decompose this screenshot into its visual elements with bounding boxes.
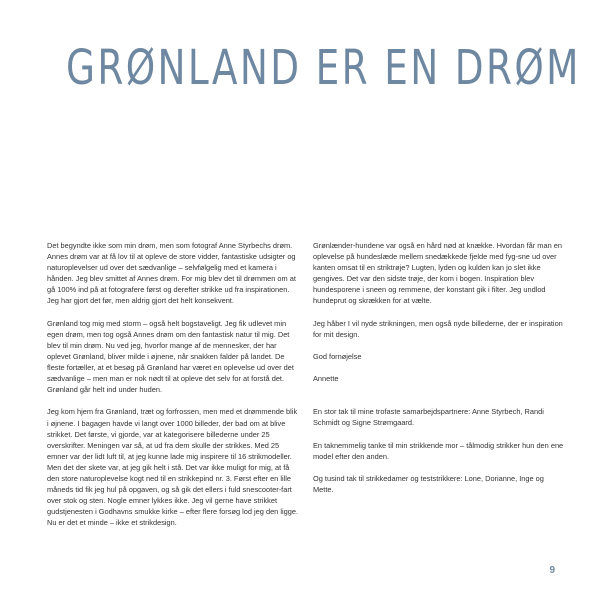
- paragraph: Nu er det et minde – ikke et strikdesign.: [47, 518, 177, 528]
- page-number: 9: [549, 565, 555, 576]
- author-signature: Annette: [313, 374, 339, 384]
- paragraph: Jeg håber I vil nyde strikningen, men også nyde billederne, der er inspiration for mit design.: [313, 318, 563, 339]
- paragraph: Jeg kom hjem fra Grønland, træt og forfrossen, men med et drømmende blik i øjnene. I bagagen havde vi langt over 1000 billeder, der bad om at blive strikket. Det første, vi gjorde, var at kategorisere billederne under 25 overskrifter. Meningen var så, at ud fra dem skulle der strikkes. Med 25 emner var der lidt luft til, at jeg kunne lade mig inspirere til 16 strikmodeller. Men det der skete var, at jeg gik helt i stå. Det var ikke muligt for mig, at få den store naturoplevelse kogt ned til en strikkepind nr. 3. Først efter en lille måneds tid fik jeg hul på opgaven, og så gik det ellers i fuld snescooter-fart over stok og sten. Nogle emner lykkes ikke. Jeg vil gerne have strikket gudstjenesten i Godhavns smukke kirke – efter flere forsøg lod jeg den ligge.: [47, 407, 299, 517]
- paragraph: Det begyndte ikke som min drøm, men som fotograf Anne Styrbechs drøm. Annes drøm var at få lov til at opleve de store vidder, fantastiske udsigter og naturoplevelser ud over det sædvanlige – selvfølgelig med et kamera i hånden. Jeg blev smittet af Annes drøm. For mig blev det til drømmen om at gå 100% ind på at fotografere først og derefter strikke ud fra inspirationen. Jeg har gjort det før, men aldrig gjort det helt konsekvent.: [47, 241, 296, 306]
- right-text-column: [313, 240, 565, 506]
- left-text-column: [47, 240, 299, 540]
- paragraph: Grønland tog mig med storm – også helt bogstaveligt. Jeg fik udlevet min egen drøm, men tog også Annes drøm om den fantastisk natur til mig. Det blev til min drøm. Nu ved jeg, hvorfor mange af de mennesker, der har oplevet Grønland, bliver milde i øjnene, når snakken falder på landet. De fleste fortæller, at et besøg på Grønland har været en oplevelse ud over det sædvanlige – men man er nok nødt til at opleve det selv for at forstå det. Grønland går helt ind under huden.: [47, 318, 294, 395]
- paragraph: Grønlænder-hundene var også en hård nød at knække. Hvordan får man en oplevelse på hundeslæde mellem snedækkede fjelde med fyg-sne ud over kanten omsat til en striktrøje? Lugten, lyden og kulden kan jo slet ikke gengives. Det var den sidste trøje, der kom i bogen. Inspiration blev hundesporene i sneen og remmene, der konstant gik i filter. Jeg undlod hundeprut og skrækken for at vælte.: [313, 241, 562, 306]
- acknowledgement: En stor tak til mine trofaste samarbejdspartnere: Anne Styrbech, Randi Schmidt og Signe Strømgaard.: [313, 407, 544, 428]
- page-title: GRØNLAND ER EN DRØM: [66, 40, 581, 96]
- acknowledgement: En taknemmelig tanke til min strikkende mor – tålmodig strikker hun den ene model efter den anden.: [313, 440, 564, 461]
- acknowledgement: Og tusind tak til strikkedamer og teststrikkere: Lone, Dorianne, Inge og Mette.: [313, 473, 544, 494]
- closing-greeting: God fornøjelse: [313, 351, 362, 361]
